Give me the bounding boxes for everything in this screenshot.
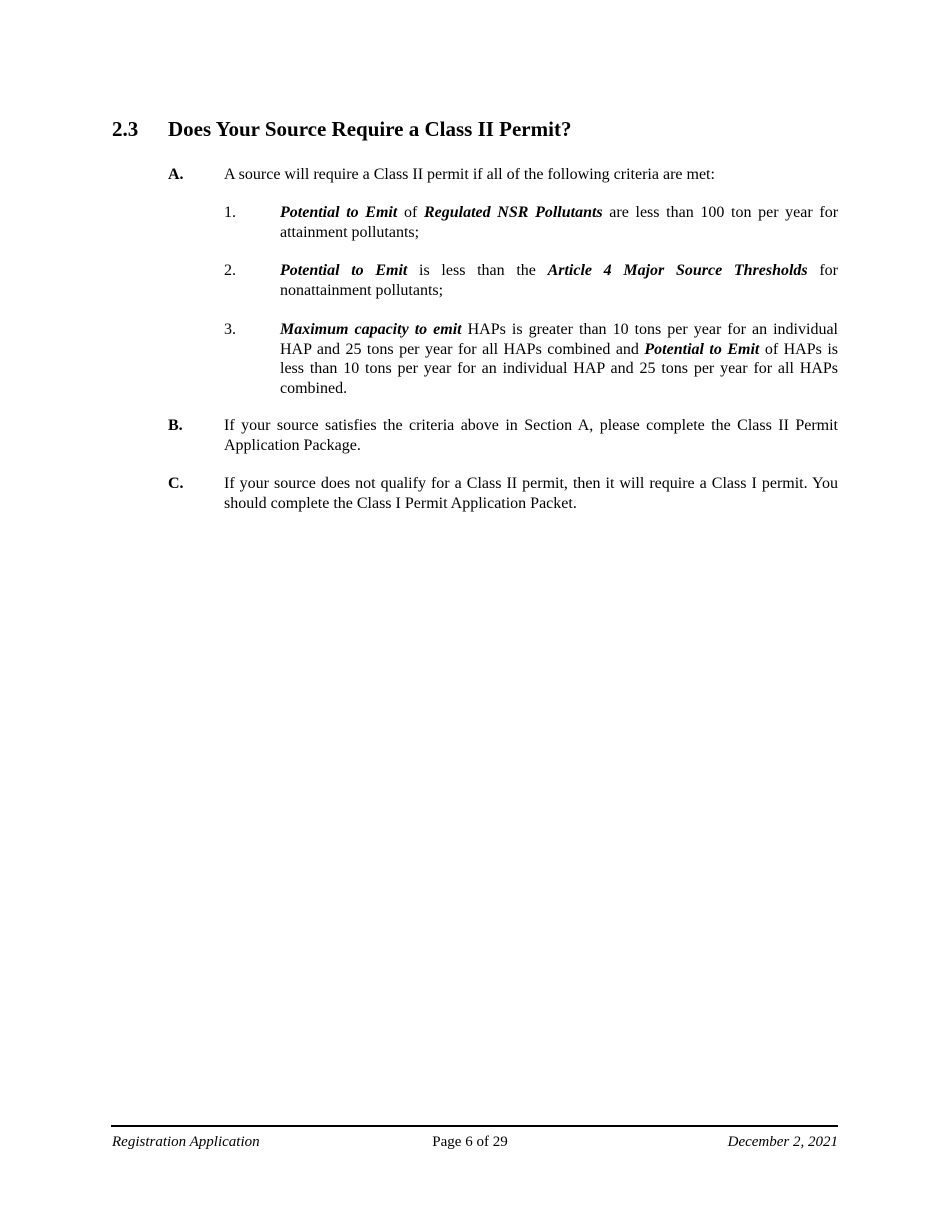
item-label: C. xyxy=(168,475,184,492)
defined-term: Article 4 Major Source Thresholds xyxy=(547,262,808,279)
item-text: If your source satisfies the criteria above in Section A, please complete the Class II Permit Application Package. xyxy=(224,417,838,454)
section-number: 2.3 xyxy=(112,117,139,141)
text-run: of xyxy=(397,204,424,221)
item-text: A source will require a Class II permit if all of the following criteria are met: xyxy=(224,166,715,183)
sub-item-label: 3. xyxy=(224,321,236,338)
defined-term: Potential to Emit xyxy=(280,204,398,221)
sub-item-label: 2. xyxy=(224,262,236,279)
defined-term: Maximum capacity to emit xyxy=(280,321,462,338)
section-heading xyxy=(112,116,838,142)
text-run: for nonattainment pollutants; xyxy=(280,262,838,299)
item-text: If your source does not qualify for a Class II permit, then it will require a Class I permit. You should complete the Class I Permit Application Packet. xyxy=(224,475,838,512)
defined-term: Potential to Emit xyxy=(644,340,760,358)
section-title: Does Your Source Require a Class II Permit? xyxy=(168,117,572,141)
text-run: is less than the xyxy=(407,262,548,279)
footer-date: December 2, 2021 xyxy=(727,1134,838,1150)
text-run: HAPs is greater than 10 tons per year for an individual HAP and 25 tons per year for all HAPs combined and xyxy=(280,321,838,358)
sub-item-text xyxy=(280,203,838,242)
footer-page-number: Page 6 of 29 xyxy=(432,1134,508,1150)
footer-document-title: Registration Application xyxy=(112,1134,260,1150)
item-label: A. xyxy=(168,166,184,183)
defined-term: Regulated NSR Pollutants xyxy=(423,204,603,221)
sub-item-text xyxy=(280,261,838,300)
footer-divider xyxy=(111,1125,838,1127)
text-run: of HAPs is less than 10 tons per year for an individual HAP and 25 tons per year for all HAPs combined. xyxy=(280,340,839,397)
defined-term: Potential to Emit xyxy=(280,262,408,279)
item-label: B. xyxy=(168,417,183,434)
sub-item-label: 1. xyxy=(224,204,236,221)
sub-item-text xyxy=(280,320,838,398)
text-run: are less than 100 ton per year for attainment pollutants; xyxy=(280,204,839,241)
